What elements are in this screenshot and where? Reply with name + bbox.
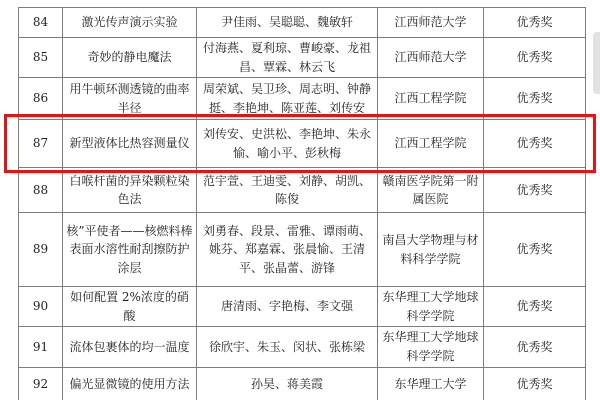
members-cell: 尹佳雨、吴聪聪、魏敏轩 — [197, 8, 378, 38]
table-row — [19, 367, 586, 400]
row-number-cell: 84 — [19, 8, 63, 38]
award-cell: 优秀奖 — [484, 168, 586, 213]
institution-cell: 江西工程学院 — [378, 120, 484, 168]
table-row-highlighted — [19, 120, 586, 168]
award-cell: 优秀奖 — [484, 78, 586, 120]
members-cell: 范宇萱、王迪雯、刘静、胡凯、陈俊 — [197, 168, 378, 213]
project-title-cell: 新型液体比热容测量仪 — [63, 120, 197, 168]
members-cell: 徐欣宇、朱玉、闵状、张栋梁 — [197, 327, 378, 367]
table-row — [19, 8, 586, 38]
row-number-cell: 92 — [19, 367, 63, 400]
award-table — [18, 7, 586, 400]
project-title-cell: 偏光显微镜的使用方法 — [63, 367, 197, 400]
project-title-cell: 核”平使者——核燃料棒表面水溶性耐刮擦防护涂层 — [63, 213, 197, 287]
table-row — [19, 327, 586, 367]
row-number-cell: 89 — [19, 213, 63, 287]
project-title-cell: 激光传声演示实验 — [63, 8, 197, 38]
institution-cell: 赣南医学院第一附属医院 — [378, 168, 484, 213]
table-row — [19, 168, 586, 213]
project-title-cell: 如何配置 2%浓度的硝酸 — [63, 287, 197, 327]
members-cell: 唐清雨、字艳梅、李文强 — [197, 287, 378, 327]
award-cell: 优秀奖 — [484, 367, 586, 400]
institution-cell: 南昌大学物理与材料科学学院 — [378, 213, 484, 287]
award-cell: 优秀奖 — [484, 120, 586, 168]
row-number-cell: 85 — [19, 38, 63, 78]
row-number-cell: 86 — [19, 78, 63, 120]
project-title-cell: 流体包裹体的均一温度 — [63, 327, 197, 367]
institution-cell: 东华理工大学 — [378, 367, 484, 400]
institution-cell: 东华理工大学地球科学学院 — [378, 327, 484, 367]
institution-cell: 东华理工大学地球科学学院 — [378, 287, 484, 327]
members-cell: 刘勇春、段景、雷雅、谭雨萌、姚芬、郑嘉霖、张晨愉、王清平、张晶蕾、游锋 — [197, 213, 378, 287]
award-cell: 优秀奖 — [484, 287, 586, 327]
table-row — [19, 213, 586, 287]
table-row — [19, 38, 586, 78]
table-row — [19, 78, 586, 120]
project-title-cell: 白喉杆菌的异染颗粒染色法 — [63, 168, 197, 213]
award-cell: 优秀奖 — [484, 213, 586, 287]
scrollbar-thumb[interactable] — [593, 32, 600, 94]
award-cell: 优秀奖 — [484, 8, 586, 38]
members-cell: 刘传安、史洪松、李艳坤、朱永愉、喻小平、彭秋梅 — [197, 120, 378, 168]
award-cell: 优秀奖 — [484, 327, 586, 367]
members-cell: 孙昊、蒋美霞 — [197, 367, 378, 400]
institution-cell: 江西师范大学 — [378, 38, 484, 78]
members-cell: 付海燕、夏利琼、曹峻豪、龙祖昌、覃霖、林云飞 — [197, 38, 378, 78]
row-number-cell: 87 — [19, 120, 63, 168]
table-row — [19, 287, 586, 327]
row-number-cell: 88 — [19, 168, 63, 213]
institution-cell: 江西工程学院 — [378, 78, 484, 120]
members-cell: 周荣斌、吴卫珍、周志明、钟静挺、李艳坤、陈亚莲、刘传安 — [197, 78, 378, 120]
award-cell: 优秀奖 — [484, 38, 586, 78]
project-title-cell: 奇妙的静电魔法 — [63, 38, 197, 78]
row-number-cell: 90 — [19, 287, 63, 327]
project-title-cell: 用牛顿环测透镜的曲率半径 — [63, 78, 197, 120]
institution-cell: 江西师范大学 — [378, 8, 484, 38]
row-number-cell: 91 — [19, 327, 63, 367]
